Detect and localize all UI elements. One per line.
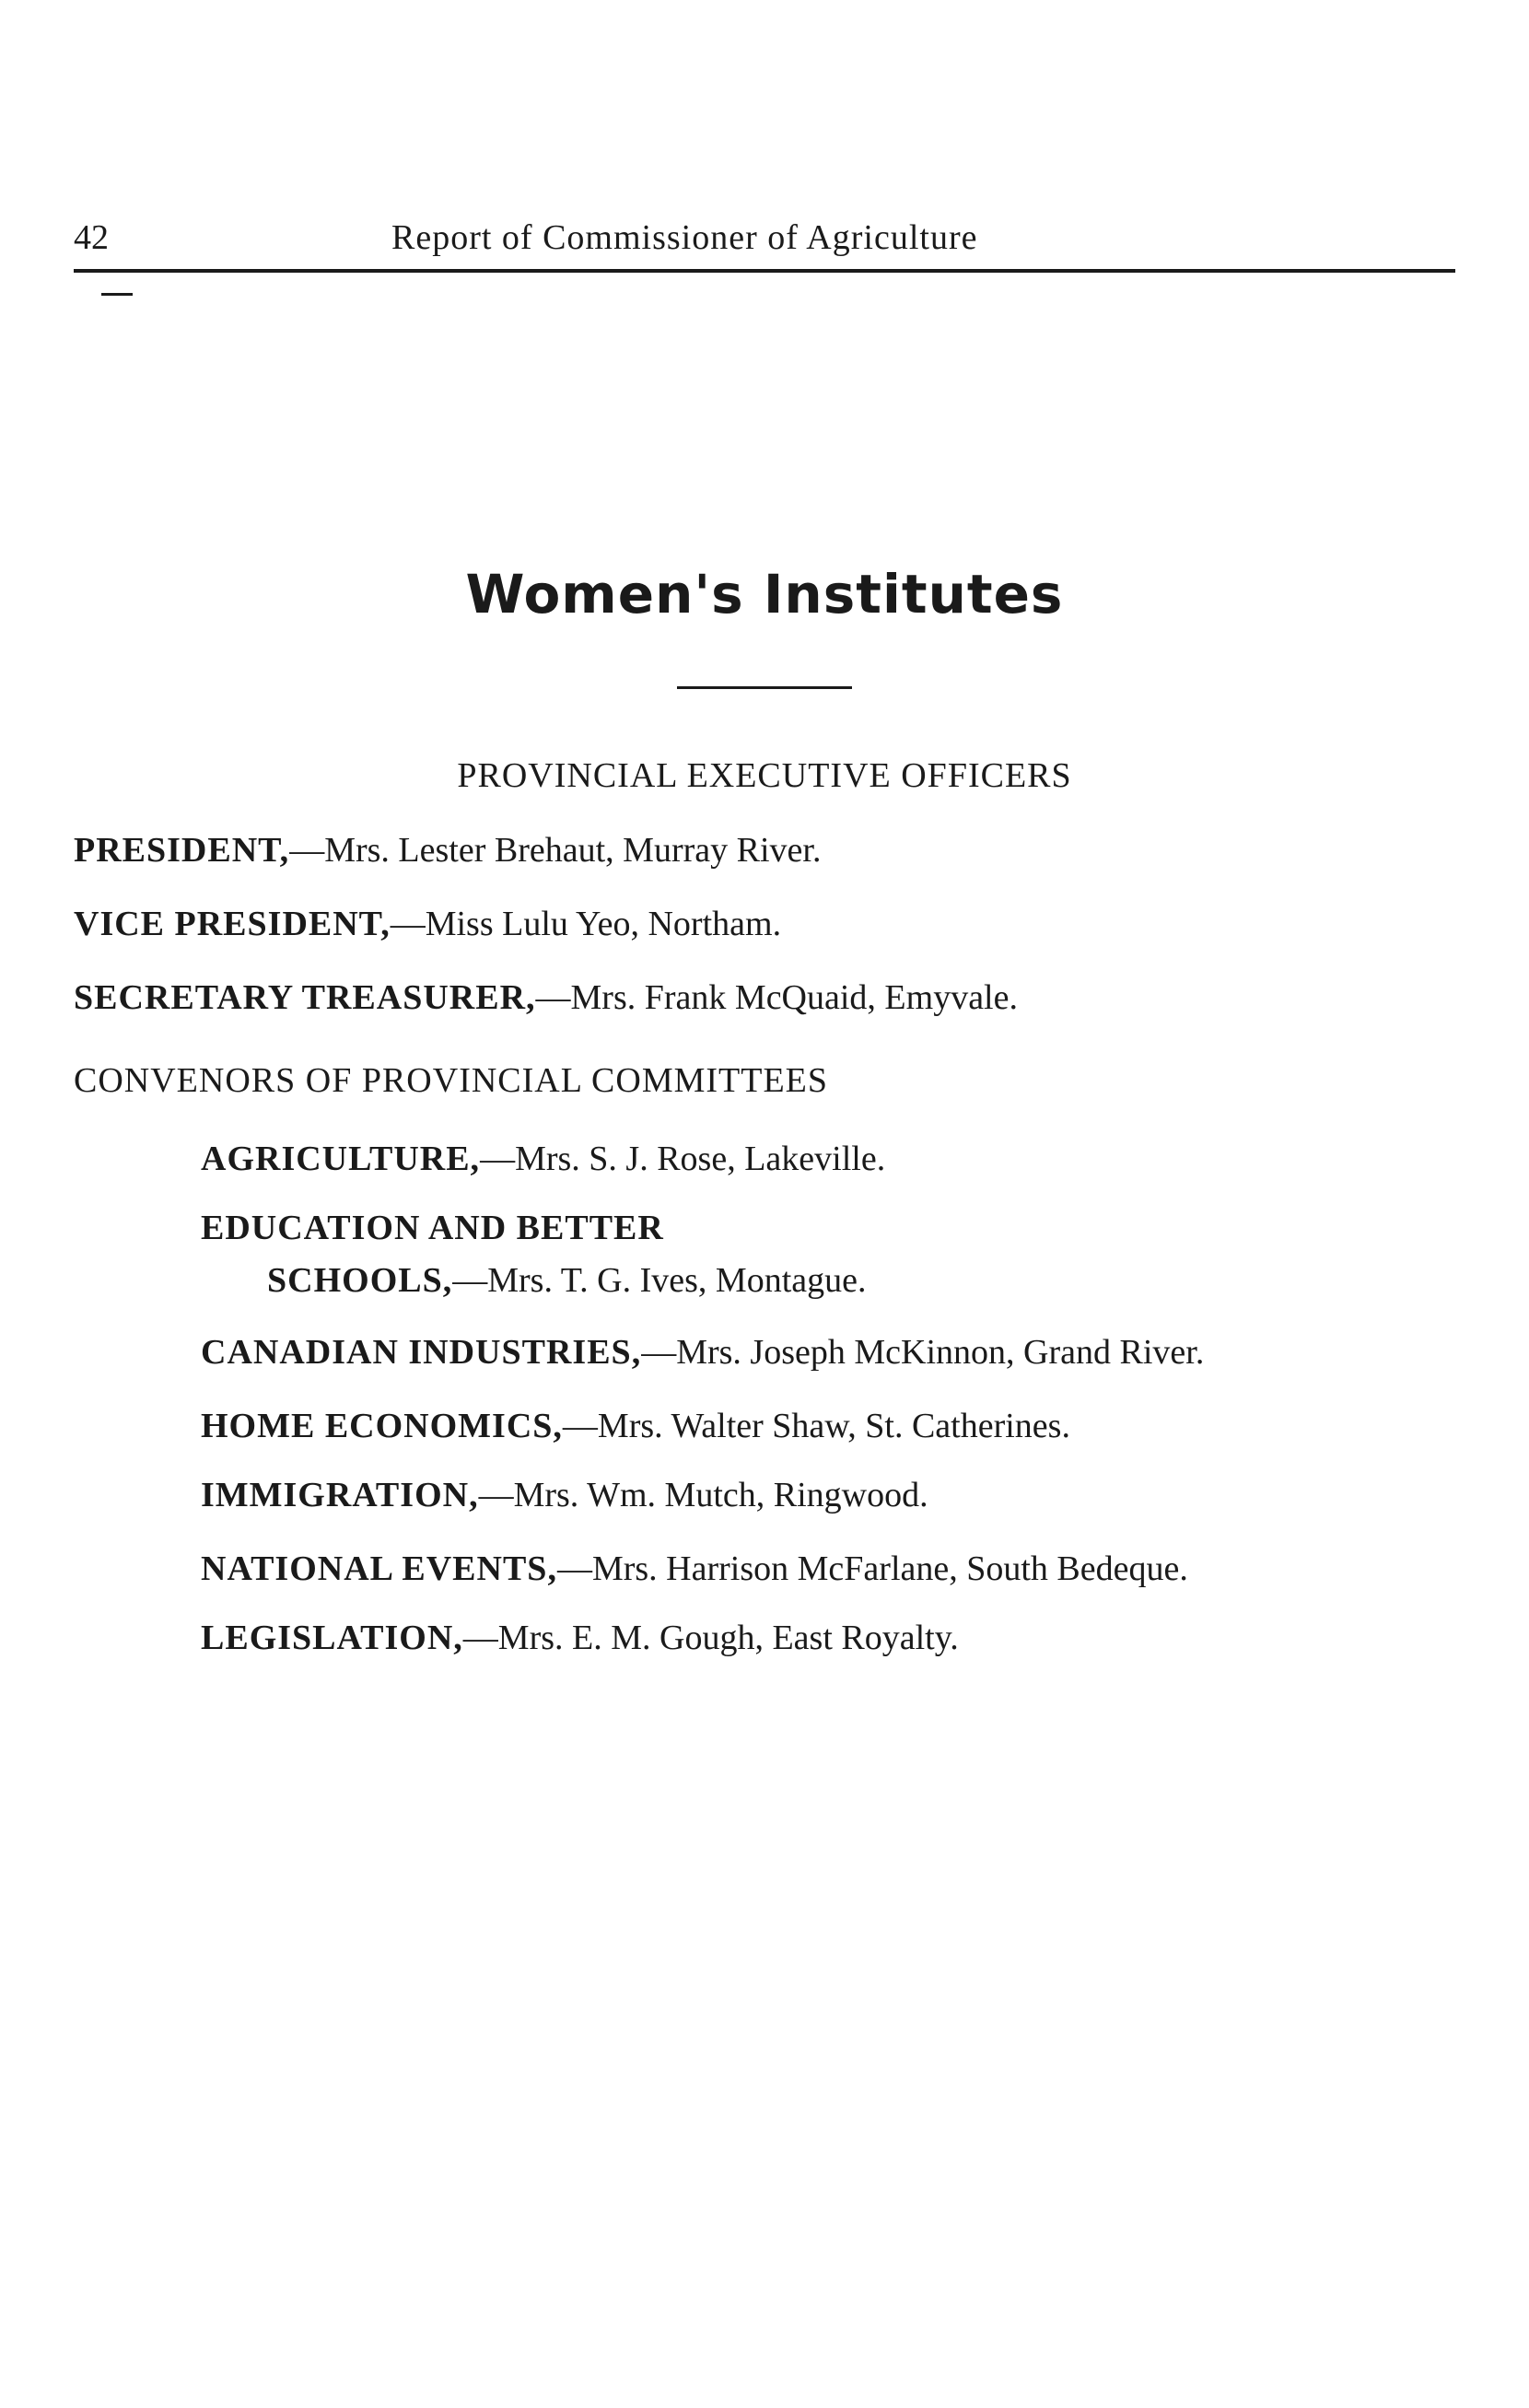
running-title: Report of Commissioner of Agriculture xyxy=(391,218,978,257)
running-header xyxy=(74,210,1455,265)
executive-officers-heading: PROVINCIAL EXECUTIVE OFFICERS xyxy=(457,756,1072,795)
entry-name: —Miss Lulu Yeo, Northam. xyxy=(390,905,782,943)
convenor-entry-education xyxy=(267,1255,867,1306)
entry-name: —Mrs. Lester Brehaut, Murray River. xyxy=(289,831,822,870)
entry-role: NATIONAL EVENTS, xyxy=(201,1549,557,1588)
convenor-entry-immigration xyxy=(201,1469,928,1521)
executive-entry-secretary-treasurer xyxy=(74,972,1018,1023)
entry-name: —Mrs. E. M. Gough, East Royalty. xyxy=(462,1619,959,1657)
convenor-entry-canadian-industries xyxy=(201,1327,1204,1378)
entry-role: CANADIAN INDUSTRIES, xyxy=(201,1333,642,1372)
executive-entry-vice-president xyxy=(74,898,781,950)
convenor-entry-legislation xyxy=(201,1612,959,1664)
page-number: 42 xyxy=(74,218,109,257)
entry-name: —Mrs. Walter Shaw, St. Catherines. xyxy=(562,1407,1070,1445)
convenor-entry-agriculture xyxy=(201,1133,885,1185)
convenors-heading: CONVENORS OF PROVINCIAL COMMITTEES xyxy=(74,1061,829,1100)
entry-role: SCHOOLS, xyxy=(267,1261,453,1300)
entry-role: IMMIGRATION, xyxy=(201,1476,479,1514)
executive-entry-president xyxy=(74,824,821,876)
entry-name: —Mrs. Joseph McKinnon, Grand River. xyxy=(641,1333,1205,1372)
entry-role: HOME ECONOMICS, xyxy=(201,1407,563,1445)
convenor-entry-national-events xyxy=(201,1543,1188,1595)
entry-name: —Mrs. T. G. Ives, Montague. xyxy=(452,1261,867,1300)
entry-role: AGRICULTURE, xyxy=(201,1140,481,1178)
entry-role: LEGISLATION, xyxy=(201,1619,463,1657)
entry-role: SECRETARY TREASURER, xyxy=(74,978,536,1017)
header-rule-mark xyxy=(101,293,133,296)
header-rule xyxy=(74,269,1455,273)
entry-name: —Mrs. S. J. Rose, Lakeville. xyxy=(480,1140,886,1178)
page-title: Women's Institutes xyxy=(465,563,1064,625)
entry-name: —Mrs. Frank McQuaid, Emyvale. xyxy=(535,978,1018,1017)
convenor-entry-home-economics xyxy=(201,1400,1070,1452)
title-rule xyxy=(677,686,852,689)
entry-name: —Mrs. Harrison McFarlane, South Bedeque. xyxy=(556,1549,1188,1588)
entry-role-line1: EDUCATION AND BETTER xyxy=(201,1209,664,1247)
entry-role: VICE PRESIDENT, xyxy=(74,905,391,943)
entry-role: PRESIDENT, xyxy=(74,831,290,870)
convenor-entry-education-role xyxy=(201,1202,664,1254)
entry-name: —Mrs. Wm. Mutch, Ringwood. xyxy=(478,1476,928,1514)
